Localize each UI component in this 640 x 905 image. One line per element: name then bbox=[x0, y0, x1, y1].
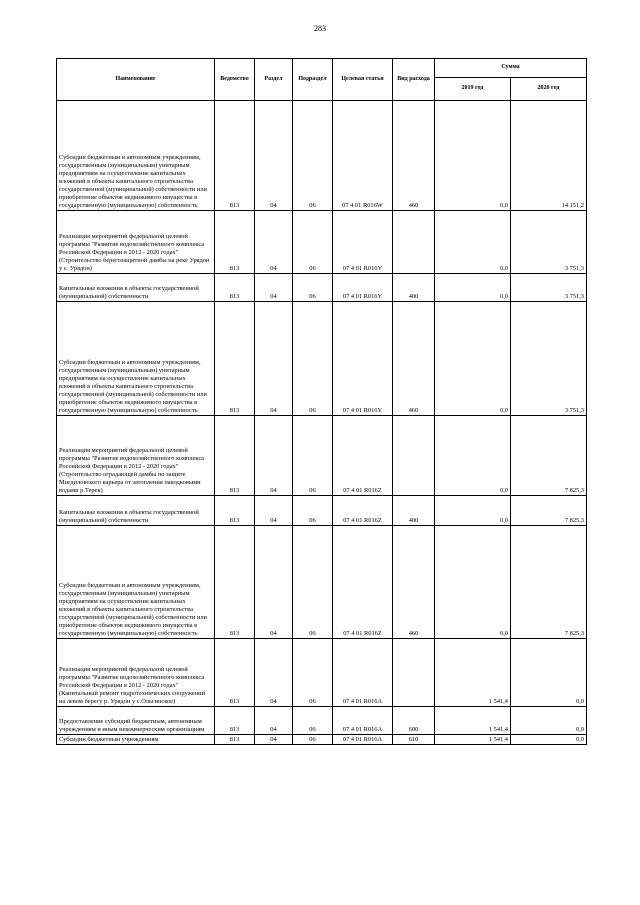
row-name: Субсидии бюджетным и автономным учреждениям, государственным (муниципальным) унитарным предприятиям на осуществление капитальных вложений в объекты капитального строительства государственной (муниципальной) собственности или приобретение объектов недвижимого имущества в государственную (муниципальную) собственность bbox=[57, 302, 215, 416]
row-subsection: 06 bbox=[293, 496, 333, 526]
row-target-article: 07 4 01 R016A bbox=[333, 639, 393, 707]
row-expense-type: 460 bbox=[393, 302, 435, 416]
row-ministry: 813 bbox=[215, 735, 255, 745]
row-section: 04 bbox=[255, 496, 293, 526]
row-name: Предоставление субсидий бюджетным, автономным учреждениям и иным некоммерческим организациям bbox=[57, 707, 215, 735]
row-sum-2020: 7 825,3 bbox=[511, 416, 587, 496]
table-row bbox=[57, 416, 587, 496]
header-year-2020: 2020 год bbox=[511, 78, 587, 101]
row-name: Реализация мероприятий федеральной целевой программы "Развитие водохозяйственного комплекса Российской Федерации в 2012 - 2020 годах" (Капитальный ремонт гидротехнических сооружений на левом берегу р. Урядон у с.Ольгинское) bbox=[57, 639, 215, 707]
row-subsection: 06 bbox=[293, 211, 333, 274]
header-subsection: Подраздел bbox=[293, 59, 333, 101]
row-expense-type bbox=[393, 639, 435, 707]
row-sum-2020: 7 825,3 bbox=[511, 526, 587, 639]
row-ministry: 813 bbox=[215, 302, 255, 416]
table-row bbox=[57, 526, 587, 639]
table-row bbox=[57, 496, 587, 526]
row-subsection: 06 bbox=[293, 416, 333, 496]
row-name: Реализация мероприятий федеральной целевой программы "Развитие водохозяйственного комплекса Российской Федерации в 2012 - 2020 годах" (Строительство берегозащитной дамбы на реке Урядон у с. Урядон) bbox=[57, 211, 215, 274]
row-expense-type: 400 bbox=[393, 496, 435, 526]
row-sum-2020: 14 151,2 bbox=[511, 101, 587, 211]
table-row bbox=[57, 302, 587, 416]
row-ministry: 813 bbox=[215, 526, 255, 639]
row-target-article: 07 4 01 R016Z bbox=[333, 526, 393, 639]
table-row bbox=[57, 274, 587, 302]
row-ministry: 813 bbox=[215, 416, 255, 496]
row-subsection: 06 bbox=[293, 639, 333, 707]
row-section: 04 bbox=[255, 526, 293, 639]
row-expense-type bbox=[393, 211, 435, 274]
row-expense-type bbox=[393, 416, 435, 496]
header-year-2019: 2019 год bbox=[435, 78, 511, 101]
row-section: 04 bbox=[255, 274, 293, 302]
row-sum-2020: 7 825,3 bbox=[511, 496, 587, 526]
row-section: 04 bbox=[255, 211, 293, 274]
row-sum-2019: 0,0 bbox=[435, 274, 511, 302]
row-target-article: 07 4 01 R016W bbox=[333, 101, 393, 211]
table-row bbox=[57, 211, 587, 274]
row-section: 04 bbox=[255, 302, 293, 416]
row-sum-2019: 0,0 bbox=[435, 496, 511, 526]
row-sum-2020: 3 751,3 bbox=[511, 211, 587, 274]
table-row bbox=[57, 735, 587, 745]
row-sum-2020: 0,0 bbox=[511, 707, 587, 735]
row-name: Субсидии бюджетным учреждениям bbox=[57, 735, 215, 745]
row-section: 04 bbox=[255, 707, 293, 735]
row-section: 04 bbox=[255, 735, 293, 745]
row-subsection: 06 bbox=[293, 274, 333, 302]
row-subsection: 06 bbox=[293, 302, 333, 416]
row-subsection: 06 bbox=[293, 101, 333, 211]
row-sum-2019: 0,0 bbox=[435, 416, 511, 496]
row-name: Субсидии бюджетным и автономным учреждениям, государственным (муниципальным) унитарным предприятиям на осуществление капитальных вложений в объекты капитального строительства государственной (муниципальной) собственности или приобретение объектов недвижимого имущества в государственную (муниципальную) собственность bbox=[57, 101, 215, 211]
row-name: Субсидии бюджетным и автономным учреждениям, государственным (муниципальным) унитарным предприятиям на осуществление капитальных вложений в объекты капитального строительства государственной (муниципальной) собственности или приобретение объектов недвижимого имущества в государственную (муниципальную) собственность bbox=[57, 526, 215, 639]
row-name: Капитальные вложения в объекты государственной (муниципальной) собственности bbox=[57, 496, 215, 526]
row-section: 04 bbox=[255, 639, 293, 707]
table-row bbox=[57, 707, 587, 735]
row-sum-2019: 1 541,4 bbox=[435, 707, 511, 735]
row-target-article: 07 4 01 R016Z bbox=[333, 496, 393, 526]
row-target-article: 07 4 01 R016Z bbox=[333, 416, 393, 496]
row-ministry: 813 bbox=[215, 639, 255, 707]
row-expense-type: 460 bbox=[393, 101, 435, 211]
header-sum: Сумма bbox=[435, 59, 587, 78]
row-target-article: 07 4 01 R016Y bbox=[333, 274, 393, 302]
header-name: Наименование bbox=[57, 59, 215, 101]
row-section: 04 bbox=[255, 416, 293, 496]
row-sum-2019: 0,0 bbox=[435, 302, 511, 416]
header-expense-type: Вид расхода bbox=[393, 59, 435, 101]
row-expense-type: 610 bbox=[393, 735, 435, 745]
row-sum-2019: 0,0 bbox=[435, 211, 511, 274]
row-target-article: 07 4 01 R016A bbox=[333, 735, 393, 745]
row-ministry: 813 bbox=[215, 211, 255, 274]
row-ministry: 813 bbox=[215, 707, 255, 735]
header-target-article: Целевая статья bbox=[333, 59, 393, 101]
table-body bbox=[57, 101, 587, 745]
row-sum-2020: 3 751,3 bbox=[511, 302, 587, 416]
row-expense-type: 460 bbox=[393, 526, 435, 639]
row-subsection: 06 bbox=[293, 707, 333, 735]
row-target-article: 07 4 01 R016A bbox=[333, 707, 393, 735]
row-ministry: 813 bbox=[215, 496, 255, 526]
table-row bbox=[57, 101, 587, 211]
row-expense-type: 600 bbox=[393, 707, 435, 735]
page-number: 283 bbox=[314, 24, 326, 33]
row-target-article: 07 4 01 R016Y bbox=[333, 302, 393, 416]
row-section: 04 bbox=[255, 101, 293, 211]
row-subsection: 06 bbox=[293, 735, 333, 745]
row-ministry: 813 bbox=[215, 101, 255, 211]
row-ministry: 813 bbox=[215, 274, 255, 302]
row-sum-2020: 3 751,3 bbox=[511, 274, 587, 302]
row-sum-2020: 0,0 bbox=[511, 639, 587, 707]
row-name: Реализация мероприятий федеральной целевой программы "Развитие водохозяйственного комплекса Российской Федерации в 2012 - 2020 годах" (Строительство оградающей дамбы по защите Мигдиловского карьера от затопления паводковыми водами р.Терек) bbox=[57, 416, 215, 496]
row-target-article: 07 4 01 R016Y bbox=[333, 211, 393, 274]
row-subsection: 06 bbox=[293, 526, 333, 639]
header-section: Раздел bbox=[255, 59, 293, 101]
row-sum-2019: 0,0 bbox=[435, 101, 511, 211]
row-sum-2019: 1 541,4 bbox=[435, 735, 511, 745]
row-sum-2019: 0,0 bbox=[435, 526, 511, 639]
row-expense-type: 400 bbox=[393, 274, 435, 302]
budget-table bbox=[56, 58, 587, 745]
header-ministry: Ведомство bbox=[215, 59, 255, 101]
row-sum-2020: 0,0 bbox=[511, 735, 587, 745]
row-name: Капитальные вложения в объекты государственной (муниципальной) собственности bbox=[57, 274, 215, 302]
table-row bbox=[57, 639, 587, 707]
row-sum-2019: 1 541,4 bbox=[435, 639, 511, 707]
